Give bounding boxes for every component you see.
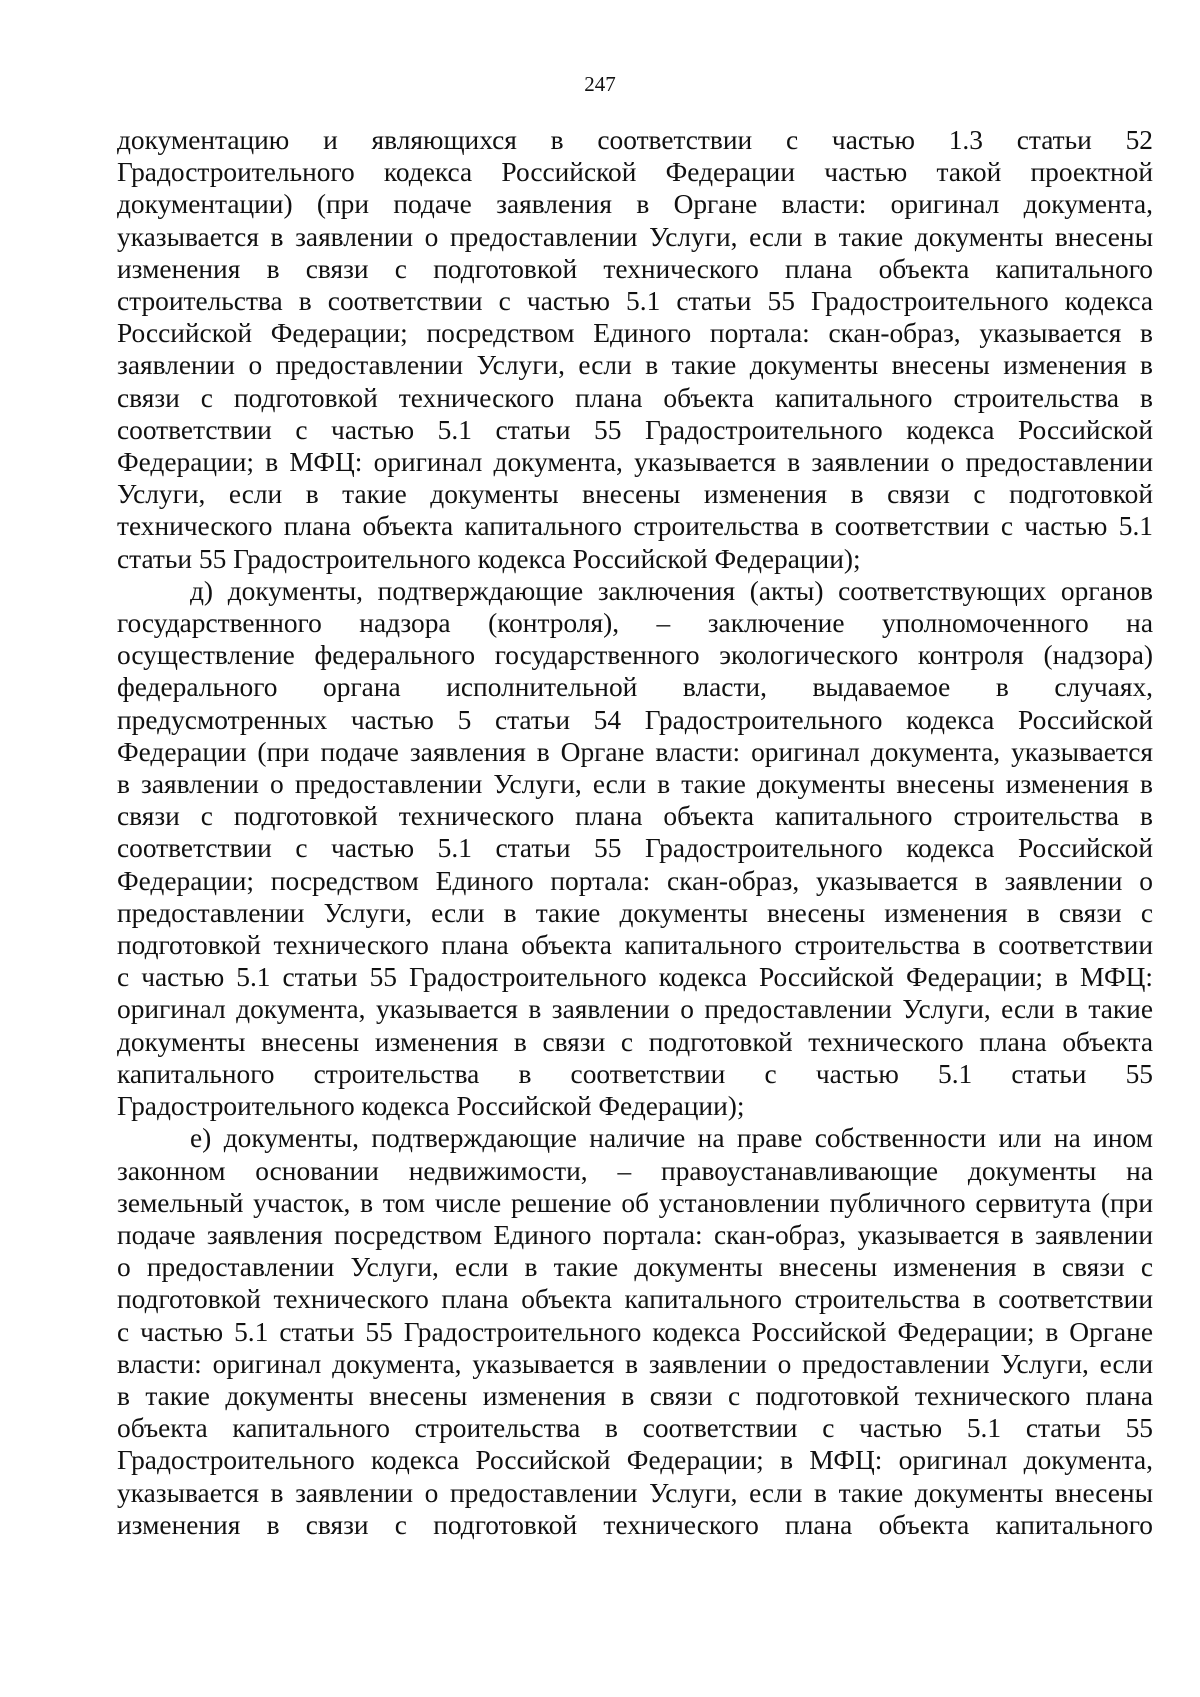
text-line: с частью 5.1 статьи 55 Градостроительного кодекса Российской Федерации; в МФЦ: xyxy=(117,962,1153,993)
text-line: Градостроительного кодекса Российской Федерации; в МФЦ: оригинал документа, xyxy=(117,1445,1153,1476)
text-line: документации) (при подаче заявления в Органе власти: оригинал документа, xyxy=(117,189,1153,220)
text-line: соответствии с частью 5.1 статьи 55 Градостроительного кодекса Российской xyxy=(117,833,1153,864)
text-line: д) документы, подтверждающие заключения (акты) соответствующих органов xyxy=(190,575,1153,606)
text-line: подготовкой технического плана объекта капитального строительства в соответствии xyxy=(117,930,1153,961)
text-line: Федерации (при подаче заявления в Органе власти: оригинал документа, указывается xyxy=(117,736,1153,767)
text-line: в заявлении о предоставлении Услуги, если в такие документы внесены изменения в xyxy=(117,769,1153,800)
text-line: подаче заявления посредством Единого портала: скан-образ, указывается в заявлении xyxy=(117,1219,1153,1250)
paragraph-continuation xyxy=(117,124,1153,575)
text-line: документацию и являющихся в соответствии с частью 1.3 статьи 52 xyxy=(117,125,1153,155)
text-line: изменения в связи с подготовкой технического плана объекта капитального xyxy=(117,1509,1153,1540)
paragraph-item-d xyxy=(117,575,1153,1122)
text-line: федерального органа исполнительной власти, выдаваемое в случаях, xyxy=(117,672,1153,703)
text-line: с частью 5.1 статьи 55 Градостроительного кодекса Российской Федерации; в Органе xyxy=(117,1316,1153,1347)
text-line: изменения в связи с подготовкой технического плана объекта капитального xyxy=(117,253,1153,284)
text-line: осуществление федерального государственного экологического контроля (надзора) xyxy=(117,640,1153,671)
text-line: указывается в заявлении о предоставлении Услуги, если в такие документы внесены xyxy=(117,1477,1153,1508)
text-line: технического плана объекта капитального строительства в соответствии с частью 5.1 xyxy=(117,511,1153,542)
text-line: Услуги, если в такие документы внесены изменения в связи с подготовкой xyxy=(117,479,1153,510)
text-line: строительства в соответствии с частью 5.1 статьи 55 Градостроительного кодекса xyxy=(117,286,1153,317)
text-line: власти: оригинал документа, указывается в заявлении о предоставлении Услуги, если xyxy=(117,1348,1153,1379)
text-line: подготовкой технического плана объекта капитального строительства в соответствии xyxy=(117,1284,1153,1315)
text-line: е) документы, подтверждающие наличие на праве собственности или на ином xyxy=(190,1123,1153,1154)
document-body xyxy=(117,124,1153,1541)
text-line: государственного надзора (контроля), – заключение уполномоченного на xyxy=(117,608,1153,639)
text-line: Федерации; посредством Единого портала: скан-образ, указывается в заявлении о xyxy=(117,865,1153,896)
text-line: заявлении о предоставлении Услуги, если в такие документы внесены изменения в xyxy=(117,350,1153,381)
text-line: связи с подготовкой технического плана объекта капитального строительства в xyxy=(117,382,1153,413)
text-line: документы внесены изменения в связи с подготовкой технического плана объекта xyxy=(117,1026,1153,1057)
text-line: указывается в заявлении о предоставлении Услуги, если в такие документы внесены xyxy=(117,221,1153,252)
text-line: в такие документы внесены изменения в связи с подготовкой технического плана xyxy=(117,1380,1153,1411)
text-line: соответствии с частью 5.1 статьи 55 Градостроительного кодекса Российской xyxy=(117,414,1153,445)
text-line: связи с подготовкой технического плана объекта капитального строительства в xyxy=(117,801,1153,832)
text-line: предоставлении Услуги, если в такие документы внесены изменения в связи с xyxy=(117,897,1153,928)
text-line: Федерации; в МФЦ: оригинал документа, указывается в заявлении о предоставлении xyxy=(117,447,1153,478)
text-line: капитального строительства в соответствии с частью 5.1 статьи 55 xyxy=(117,1058,1153,1089)
text-line: Градостроительного кодекса Российской Федерации); xyxy=(117,1091,745,1122)
text-line: предусмотренных частью 5 статьи 54 Градостроительного кодекса Российской xyxy=(117,704,1153,735)
text-line: статьи 55 Градостроительного кодекса Российской Федерации); xyxy=(117,543,861,574)
page-number: 247 xyxy=(584,72,616,96)
text-line: о предоставлении Услуги, если в такие документы внесены изменения в связи с xyxy=(117,1252,1153,1283)
text-line: земельный участок, в том числе решение об установлении публичного сервитута (при xyxy=(117,1187,1153,1218)
paragraph-item-e xyxy=(117,1122,1153,1541)
text-line: законном основании недвижимости, – правоустанавливающие документы на xyxy=(117,1155,1153,1186)
text-line: объекта капитального строительства в соответствии с частью 5.1 статьи 55 xyxy=(117,1413,1153,1444)
text-line: Градостроительного кодекса Российской Федерации частью такой проектной xyxy=(117,157,1153,188)
text-line: Российской Федерации; посредством Единого портала: скан-образ, указывается в xyxy=(117,318,1153,349)
text-line: оригинал документа, указывается в заявлении о предоставлении Услуги, если в такие xyxy=(117,994,1153,1025)
